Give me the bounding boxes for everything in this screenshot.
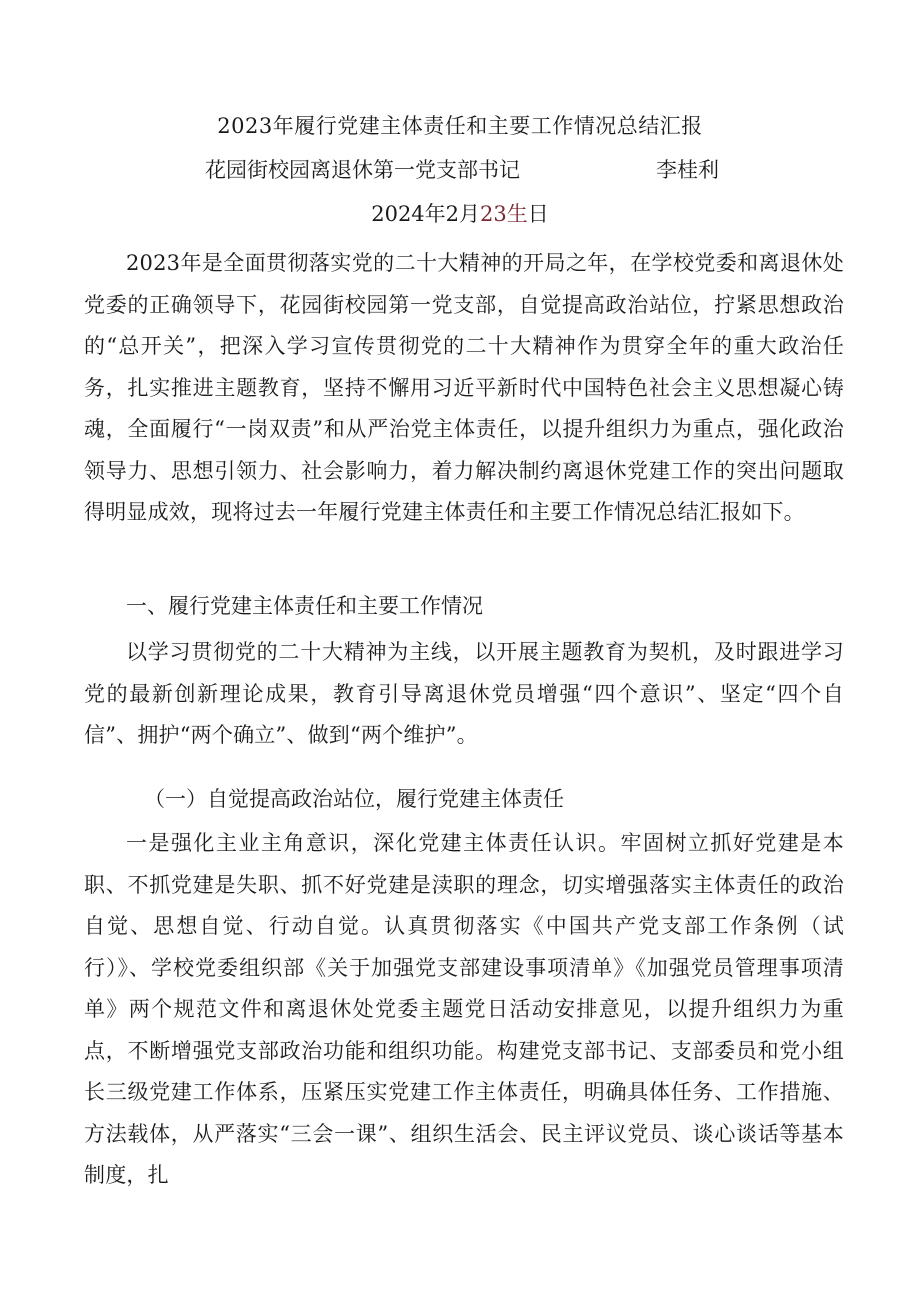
date-prefix: 2024年2月 — [371, 202, 481, 226]
intro-paragraph: 2023年是全面贯彻落实党的二十大精神的开局之年，在学校党委和离退休处党委的正确领导下，花园街校园第一党支部，自觉提高政治站位，拧紧思想政治的“总开关”，把深入学习宣传贯彻党的二十大精神作为贯穿全年的重大政治任务，扎实推进主题教育，坚持不懈用习近平新时代中国特色社会主义思想凝心铸魂，全面履行“一岗双责”和从严治党主体责任，以提升组织力为重点，强化政治领导力、思想引领力、社会影响力，着力解决制约离退休党建工作的突出问题取得明显成效，现将过去一年履行党建主体责任和主要工作情况总结汇报如下。 — [84, 251, 844, 524]
date-highlight: 23生 — [480, 202, 528, 226]
date-suffix: 日 — [527, 202, 549, 226]
section-paragraph: 以学习贯彻党的二十大精神为主线，以开展主题教育为契机，及时跟进学习党的最新创新理论成果，教育引导离退休党员增强“四个意识”、坚定“四个自信”、拥护“两个确立”、做到“两个维护”。 — [84, 640, 844, 747]
author-role: 花园街校园离退休第一党支部书记 — [205, 158, 520, 182]
document-title: 2023年履行党建主体责任和主要工作情况总结汇报 — [217, 114, 703, 138]
document-date — [0, 199, 920, 229]
section-heading: 一、履行党建主体责任和主要工作情况 — [126, 594, 483, 618]
author-name: 李桂利 — [656, 158, 719, 182]
subsection-heading: （一）自觉提高政治站位，履行党建主体责任 — [144, 787, 564, 811]
subsection-paragraph: 一是强化主业主角意识，深化党建主体责任认识。牢固树立抓好党建是本职、不抓党建是失职、抓不好党建是渎职的理念，切实增强落实主体责任的政治自觉、思想自觉、行动自觉。认真贯彻落实《中国共产党支部工作条例（试行）》、学校党委组织部《关于加强党支部建设事项清单》《加强党员管理事项清单》两个规范文件和离退休处党委主题党日活动安排意见，以提升组织力为重点，不断增强党支部政治功能和组织功能。构建党支部书记、支部委员和党小组长三级党建工作体系，压紧压实党建工作主体责任，明确具体任务、工作措施、方法载体，从严落实“三会一课”、组织生活会、民主评议党员、谈心谈话等基本制度，扎 — [84, 831, 844, 1187]
